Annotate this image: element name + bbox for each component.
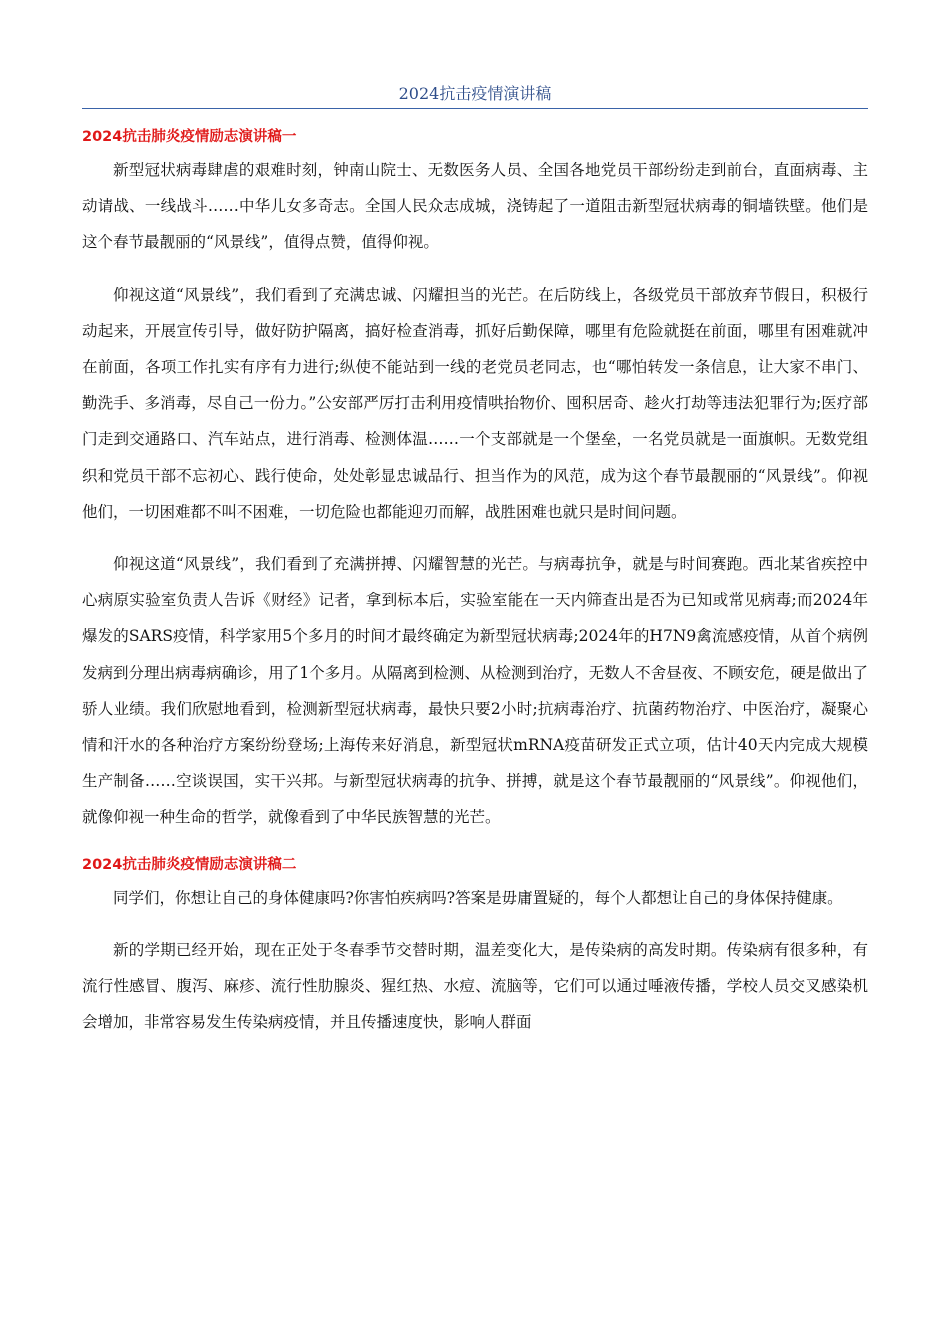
speech-section-1 — [82, 124, 868, 836]
section-heading: 2024抗击肺炎疫情励志演讲稿二 — [82, 856, 297, 873]
paragraph: 仰视这道“风景线”，我们看到了充满忠诚、闪耀担当的光芒。在后防线上，各级党员干部放弃节假日，积极行动起来，开展宣传引导，做好防护隔离，搞好检查消毒，抓好后勤保障，哪里有危险就挺在前面，哪里有困难就冲在前面，各项工作扎实有序有力进行;纵使不能站到一线的老党员老同志，也“哪怕转发一条信息，让大家不串门、勤洗手、多消毒，尽自己一份力。”公安部严厉打击利用疫情哄抬物价、囤积居奇、趁火打劫等违法犯罪行为;医疗部门走到交通路口、汽车站点，进行消毒、检测体温……一个支部就是一个堡垒，一名党员就是一面旗帜。无数党组织和党员干部不忘初心、践行使命，处处彰显忠诚品行、担当作为的风范，成为这个春节最靓丽的“风景线”。仰视他们，一切困难都不叫不困难，一切危险也都能迎刃而解，战胜困难也就只是时间问题。 — [82, 285, 868, 521]
paragraph: 同学们，你想让自己的身体健康吗?你害怕疾病吗?答案是毋庸置疑的，每个人都想让自己的身体保持健康。 — [113, 888, 843, 907]
document-body — [82, 124, 868, 1056]
section-heading: 2024抗击肺炎疫情励志演讲稿一 — [82, 129, 297, 145]
paragraph: 新型冠状病毒肆虐的艰难时刻，钟南山院士、无数医务人员、全国各地党员干部纷纷走到前台，直面病毒、主动请战、一线战斗……中华儿女多奇志。全国人民众志成城，浇铸起了一道阻击新型冠状病毒的铜墙铁壁。他们是这个春节最靓丽的“风景线”，值得点赞，值得仰视。 — [82, 161, 868, 252]
header-divider — [82, 108, 868, 109]
speech-section-2 — [82, 852, 868, 1041]
paragraph: 仰视这道“风景线”，我们看到了充满拼搏、闪耀智慧的光芒。与病毒抗争，就是与时间赛跑。西北某省疾控中心病原实验室负责人告诉《财经》记者，拿到标本后，实验室能在一天内筛查出是否为已知或常见病毒;而2024年爆发的SARS疫情，科学家用5个多月的时间才最终确定为新型冠状病毒;2024年的H7N9禽流感疫情，从首个病例发病到分理出病毒病确诊，用了1个多月。从隔离到检测、从检测到治疗，无数人不舍昼夜、不顾安危，硬是做出了骄人业绩。我们欣慰地看到，检测新型冠状病毒，最快只要2小时;抗病毒治疗、抗菌药物治疗、中医治疗，凝聚心情和汗水的各种治疗方案纷纷登场;上海传来好消息，新型冠状mRNA疫苗研发正式立项，估计40天内完成大规模生产制备……空谈误国，实干兴邦。与新型冠状病毒的抗争、拼搏，就是这个春节最靓丽的“风景线”。仰视他们，就像仰视一种生命的哲学，就像看到了中华民族智慧的光芒。 — [82, 555, 868, 827]
document-page — [82, 0, 868, 1344]
page-header-title: 2024抗击疫情演讲稿 — [398, 84, 552, 103]
paragraph: 新的学期已经开始，现在正处于冬春季节交替时期，温差变化大，是传染病的高发时期。传染病有很多种，有流行性感冒、腹泻、麻疹、流行性肋腺炎、猩红热、水痘、流脑等，它们可以通过唾液传播，学校人员交叉感染机会增加，非常容易发生传染病疫情，并且传播速度快，影响人群面 — [82, 940, 868, 1032]
